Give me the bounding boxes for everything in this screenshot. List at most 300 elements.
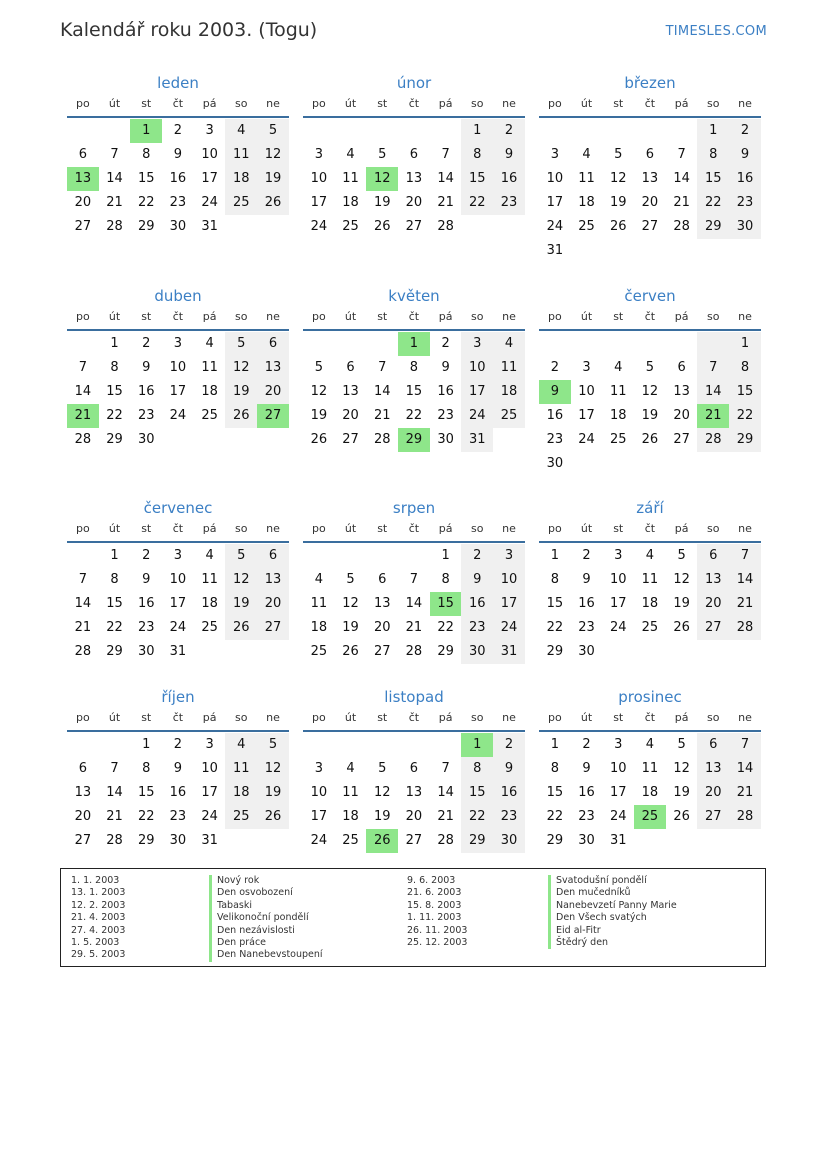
weekday-label: út	[580, 310, 593, 323]
day-cell: 16	[169, 171, 187, 186]
day-cell: 16	[137, 384, 155, 399]
month-name: prosinec	[618, 688, 682, 706]
day-cell: 4	[205, 336, 214, 351]
day-cell: 18	[342, 809, 359, 824]
day-cell: 8	[142, 147, 151, 162]
month-2	[539, 72, 761, 263]
weekday-label: út	[344, 522, 357, 535]
weekday-label: ne	[738, 97, 752, 110]
day-cell: 4	[314, 572, 323, 587]
day-cell: 19	[609, 195, 627, 210]
month-name: leden	[157, 74, 199, 92]
day-cell: 26	[673, 620, 690, 635]
day-cell: 2	[729, 119, 761, 143]
day-cell: 11	[342, 171, 359, 186]
day-cell: 2	[582, 548, 591, 563]
day-cell: 19	[257, 167, 289, 191]
day-cell: 20	[74, 195, 92, 210]
legend-entry: 1. 1. 2003	[71, 875, 120, 886]
weekday-label: čt	[644, 310, 656, 323]
brand-logo-text[interactable]: TIMESLES.COM	[665, 24, 767, 39]
day-cell: 11	[641, 572, 659, 587]
weekday-label: čt	[172, 97, 184, 110]
legend-entry: 26. 11. 2003	[407, 924, 468, 936]
day-cell: 7	[729, 544, 761, 568]
day-cell: 23	[546, 432, 564, 447]
weekday-header	[539, 307, 761, 331]
day-cell: 2	[493, 119, 525, 143]
day-cell: 4	[205, 548, 214, 563]
day-cell: 19	[641, 408, 659, 423]
day-cell: 15	[461, 781, 493, 805]
day-cell: 18	[609, 408, 627, 423]
day-cell: 28	[673, 219, 690, 234]
day-cell: 6	[378, 572, 387, 587]
empty-cell	[99, 733, 131, 757]
day-cell: 27	[74, 833, 92, 848]
day-cell: 28	[437, 219, 454, 234]
day-cell: 15	[106, 384, 123, 399]
day-cell: 29	[546, 644, 564, 659]
legend-entry: Nanebevzetí Panny Marie	[548, 900, 677, 912]
day-cell: 6	[257, 544, 289, 568]
day-cell: 30	[578, 833, 595, 848]
day-cell: 17	[201, 785, 218, 800]
day-cell: 17	[578, 408, 595, 423]
day-cell: 20	[257, 592, 289, 616]
month-name: duben	[154, 287, 202, 305]
day-cell: 20	[697, 781, 729, 805]
day-cell: 21	[729, 592, 761, 616]
day-cell: 6	[409, 761, 419, 776]
day-cell: 14	[437, 171, 454, 186]
day-cell: 28	[405, 644, 423, 659]
day-cell: 7	[110, 147, 119, 162]
day-cell: 25	[493, 404, 525, 428]
day-cell: 10	[546, 171, 564, 186]
day-cell: 1	[729, 332, 761, 356]
empty-cell	[335, 544, 367, 568]
day-cell: 28	[74, 644, 92, 659]
weekday-label: pá	[202, 310, 217, 323]
day-cell: 5	[677, 737, 686, 752]
day-cell: 23	[493, 805, 525, 829]
holiday-day-cell: 29	[398, 428, 430, 452]
day-cell: 30	[729, 215, 761, 239]
day-cell: 24	[493, 616, 525, 640]
weekday-label: čt	[172, 310, 184, 323]
weekday-label: út	[108, 97, 121, 110]
weekday-label: pá	[438, 711, 453, 724]
day-cell: 30	[137, 644, 155, 659]
legend-entry: Svatodušní pondělí	[548, 875, 677, 887]
day-cell: 7	[110, 761, 119, 776]
day-cell: 29	[106, 432, 123, 447]
day-cell: 24	[169, 408, 187, 423]
day-cell: 21	[673, 195, 690, 210]
day-cell: 21	[106, 809, 123, 824]
day-cell: 26	[257, 191, 289, 215]
day-cell: 1	[550, 737, 559, 752]
day-cell: 1	[697, 119, 729, 143]
day-cell: 13	[257, 568, 289, 592]
empty-cell	[398, 119, 430, 143]
weekday-label: so	[471, 711, 484, 724]
weekday-label: so	[707, 310, 720, 323]
day-cell: 22	[461, 805, 493, 829]
day-cell: 7	[441, 147, 450, 162]
day-grid	[539, 544, 761, 664]
day-cell: 9	[493, 757, 525, 781]
day-cell: 25	[310, 644, 328, 659]
holiday-day-cell: 15	[430, 592, 462, 616]
weekday-label: pá	[674, 310, 689, 323]
holiday-day-cell: 1	[398, 332, 430, 356]
empty-cell	[67, 119, 99, 143]
day-cell: 6	[78, 761, 87, 776]
month-7	[303, 497, 525, 664]
weekday-label: so	[235, 310, 248, 323]
empty-cell	[571, 119, 603, 143]
weekday-label: so	[235, 711, 248, 724]
day-cell: 3	[550, 147, 559, 162]
day-cell: 4	[645, 548, 655, 563]
day-cell: 4	[346, 147, 355, 162]
day-cell: 20	[74, 809, 92, 824]
day-cell: 6	[409, 147, 419, 162]
weekday-header	[539, 708, 761, 732]
day-cell: 31	[493, 640, 525, 664]
day-cell: 25	[225, 191, 257, 215]
day-cell: 9	[461, 568, 493, 592]
empty-cell	[366, 119, 398, 143]
day-cell: 16	[578, 596, 595, 611]
legend-entry: 21. 6. 2003	[407, 887, 462, 899]
day-cell: 26	[225, 616, 257, 640]
day-cell: 20	[405, 809, 423, 824]
day-cell: 13	[697, 757, 729, 781]
empty-cell	[67, 544, 99, 568]
day-cell: 17	[201, 171, 218, 186]
legend-entry: 9. 6. 2003	[407, 875, 456, 886]
day-grid	[539, 119, 761, 263]
legend-entry: Den nezávislosti	[209, 925, 323, 937]
day-cell: 14	[106, 785, 123, 800]
holiday-day-cell: 1	[130, 119, 162, 143]
day-cell: 3	[173, 548, 183, 563]
day-cell: 16	[546, 408, 564, 423]
month-name: září	[636, 499, 664, 517]
day-cell: 29	[729, 428, 761, 452]
day-cell: 13	[373, 596, 391, 611]
weekday-header	[539, 519, 761, 543]
month-name: říjen	[161, 688, 195, 706]
legend-right-names	[548, 875, 677, 949]
day-cell: 19	[673, 596, 690, 611]
day-cell: 10	[578, 384, 595, 399]
day-cell: 12	[225, 568, 257, 592]
weekday-label: pá	[202, 522, 217, 535]
day-cell: 26	[373, 219, 391, 234]
day-cell: 9	[582, 761, 591, 776]
holiday-day-cell: 1	[461, 733, 493, 757]
weekday-label: út	[580, 522, 593, 535]
day-grid	[303, 119, 525, 239]
day-cell: 3	[614, 737, 623, 752]
day-cell: 13	[641, 171, 659, 186]
day-cell: 27	[342, 432, 359, 447]
day-cell: 25	[609, 432, 627, 447]
empty-cell	[366, 332, 398, 356]
day-cell: 28	[74, 432, 92, 447]
day-cell: 17	[461, 380, 493, 404]
day-cell: 26	[257, 805, 289, 829]
day-cell: 30	[437, 432, 454, 447]
day-cell: 14	[405, 596, 423, 611]
day-cell: 1	[441, 548, 450, 563]
day-cell: 7	[78, 572, 87, 587]
day-cell: 2	[142, 336, 151, 351]
day-cell: 26	[225, 404, 257, 428]
day-cell: 1	[110, 548, 119, 563]
day-cell: 24	[546, 219, 564, 234]
day-cell: 17	[493, 592, 525, 616]
weekday-label: ne	[502, 310, 516, 323]
legend-entry: 15. 8. 2003	[407, 899, 462, 911]
weekday-label: so	[707, 522, 720, 535]
day-cell: 14	[697, 380, 729, 404]
day-cell: 21	[74, 620, 92, 635]
day-cell: 27	[405, 833, 423, 848]
weekday-label: st	[141, 97, 152, 110]
day-cell: 27	[257, 616, 289, 640]
legend-entry: Den Všech svatých	[548, 912, 677, 924]
empty-cell	[666, 119, 698, 143]
day-cell: 27	[373, 644, 391, 659]
day-cell: 31	[461, 428, 493, 452]
day-cell: 31	[201, 833, 218, 848]
day-cell: 28	[106, 833, 123, 848]
day-cell: 1	[110, 336, 119, 351]
day-cell: 23	[729, 191, 761, 215]
day-cell: 28	[106, 219, 123, 234]
day-cell: 13	[342, 384, 359, 399]
day-cell: 16	[729, 167, 761, 191]
holiday-day-cell: 21	[697, 404, 729, 428]
weekday-label: st	[613, 97, 624, 110]
day-cell: 11	[641, 761, 659, 776]
empty-cell	[666, 332, 698, 356]
weekday-label: út	[108, 711, 121, 724]
legend-entry: 13. 1. 2003	[71, 887, 126, 899]
weekday-label: so	[471, 97, 484, 110]
weekday-label: pá	[674, 522, 689, 535]
weekday-label: út	[580, 97, 593, 110]
weekday-label: po	[311, 522, 326, 535]
day-cell: 27	[74, 219, 92, 234]
weekday-label: pá	[438, 522, 453, 535]
day-cell: 7	[441, 761, 450, 776]
weekday-label: út	[344, 711, 357, 724]
day-cell: 5	[257, 733, 289, 757]
day-cell: 15	[729, 380, 761, 404]
day-cell: 30	[137, 432, 155, 447]
legend-entry: Den osvobození	[209, 887, 323, 899]
legend-left-names	[209, 875, 323, 962]
day-cell: 28	[729, 616, 761, 640]
holiday-day-cell: 25	[634, 805, 666, 829]
empty-cell	[366, 544, 398, 568]
day-cell: 8	[441, 572, 450, 587]
day-cell: 8	[697, 143, 729, 167]
day-cell: 16	[493, 167, 525, 191]
legend-entry: Velikonoční pondělí	[209, 912, 323, 924]
day-cell: 7	[677, 147, 686, 162]
weekday-label: čt	[172, 522, 184, 535]
day-cell: 12	[310, 384, 328, 399]
day-cell: 14	[729, 757, 761, 781]
empty-cell	[697, 332, 729, 356]
day-cell: 24	[578, 432, 595, 447]
day-cell: 20	[405, 195, 423, 210]
weekday-label: so	[471, 310, 484, 323]
day-cell: 22	[437, 620, 454, 635]
empty-cell	[303, 544, 335, 568]
day-cell: 20	[342, 408, 359, 423]
weekday-label: pá	[674, 97, 689, 110]
day-cell: 31	[169, 644, 187, 659]
weekday-label: ne	[502, 711, 516, 724]
day-cell: 8	[110, 360, 119, 375]
day-cell: 17	[310, 195, 328, 210]
empty-cell	[67, 733, 99, 757]
day-cell: 2	[142, 548, 151, 563]
day-cell: 22	[137, 195, 155, 210]
weekday-header	[67, 307, 289, 331]
day-cell: 23	[169, 809, 187, 824]
day-cell: 16	[169, 785, 187, 800]
day-cell: 3	[493, 544, 525, 568]
day-cell: 23	[169, 195, 187, 210]
day-cell: 17	[546, 195, 564, 210]
day-cell: 28	[697, 428, 729, 452]
day-cell: 11	[225, 143, 257, 167]
day-cell: 18	[201, 596, 218, 611]
day-cell: 29	[461, 829, 493, 853]
day-cell: 30	[169, 833, 187, 848]
day-cell: 25	[342, 833, 359, 848]
day-grid	[303, 544, 525, 664]
day-cell: 20	[641, 195, 659, 210]
day-cell: 3	[461, 332, 493, 356]
day-cell: 6	[697, 544, 729, 568]
day-cell: 29	[437, 644, 454, 659]
legend-entry: Den mučedníků	[548, 887, 677, 899]
day-cell: 23	[578, 620, 595, 635]
day-cell: 6	[346, 360, 355, 375]
month-name: srpen	[392, 499, 436, 517]
day-cell: 22	[106, 620, 123, 635]
day-cell: 2	[493, 733, 525, 757]
weekday-header	[67, 519, 289, 543]
day-grid	[303, 332, 525, 452]
day-cell: 25	[641, 620, 659, 635]
weekday-label: so	[235, 522, 248, 535]
day-cell: 14	[673, 171, 690, 186]
day-cell: 10	[461, 356, 493, 380]
legend-entry: Tabaski	[209, 900, 323, 912]
day-cell: 2	[461, 544, 493, 568]
day-cell: 13	[74, 785, 92, 800]
day-cell: 23	[461, 616, 493, 640]
day-cell: 20	[257, 380, 289, 404]
day-cell: 5	[614, 147, 623, 162]
day-cell: 19	[225, 380, 257, 404]
day-cell: 1	[461, 119, 493, 143]
day-cell: 27	[697, 805, 729, 829]
legend-left-dates	[71, 875, 125, 962]
weekday-label: čt	[408, 310, 420, 323]
day-cell: 5	[225, 332, 257, 356]
day-cell: 8	[461, 757, 493, 781]
day-cell: 10	[493, 568, 525, 592]
day-cell: 9	[173, 761, 183, 776]
day-cell: 4	[346, 761, 355, 776]
day-cell: 31	[546, 243, 564, 258]
day-cell: 27	[641, 219, 659, 234]
day-cell: 9	[441, 360, 450, 375]
day-cell: 5	[257, 119, 289, 143]
empty-cell	[602, 332, 634, 356]
day-cell: 12	[609, 171, 627, 186]
day-cell: 4	[645, 737, 655, 752]
day-cell: 17	[609, 785, 627, 800]
legend-entry: 12. 2. 2003	[71, 899, 126, 911]
day-cell: 10	[310, 785, 328, 800]
month-name: březen	[624, 74, 676, 92]
day-cell: 9	[142, 360, 151, 375]
day-grid	[303, 733, 525, 853]
day-cell: 12	[342, 596, 359, 611]
day-cell: 10	[609, 761, 627, 776]
weekday-header	[67, 708, 289, 732]
weekday-header	[539, 94, 761, 118]
day-cell: 24	[201, 809, 218, 824]
day-cell: 10	[310, 171, 328, 186]
empty-cell	[539, 332, 571, 356]
day-cell: 10	[169, 360, 187, 375]
empty-cell	[335, 733, 367, 757]
weekday-label: čt	[644, 522, 656, 535]
day-cell: 17	[169, 596, 187, 611]
weekday-label: ne	[266, 310, 280, 323]
day-cell: 19	[342, 620, 359, 635]
day-cell: 6	[677, 360, 686, 375]
day-cell: 19	[673, 785, 690, 800]
month-name: červen	[624, 287, 676, 305]
day-cell: 4	[225, 119, 257, 143]
day-cell: 19	[225, 592, 257, 616]
weekday-label: po	[75, 310, 90, 323]
day-cell: 7	[409, 572, 419, 587]
day-cell: 15	[106, 596, 123, 611]
day-cell: 23	[137, 620, 155, 635]
day-cell: 26	[673, 809, 690, 824]
weekday-label: st	[613, 310, 624, 323]
weekday-label: út	[108, 522, 121, 535]
weekday-label: po	[547, 711, 562, 724]
day-cell: 14	[74, 596, 92, 611]
